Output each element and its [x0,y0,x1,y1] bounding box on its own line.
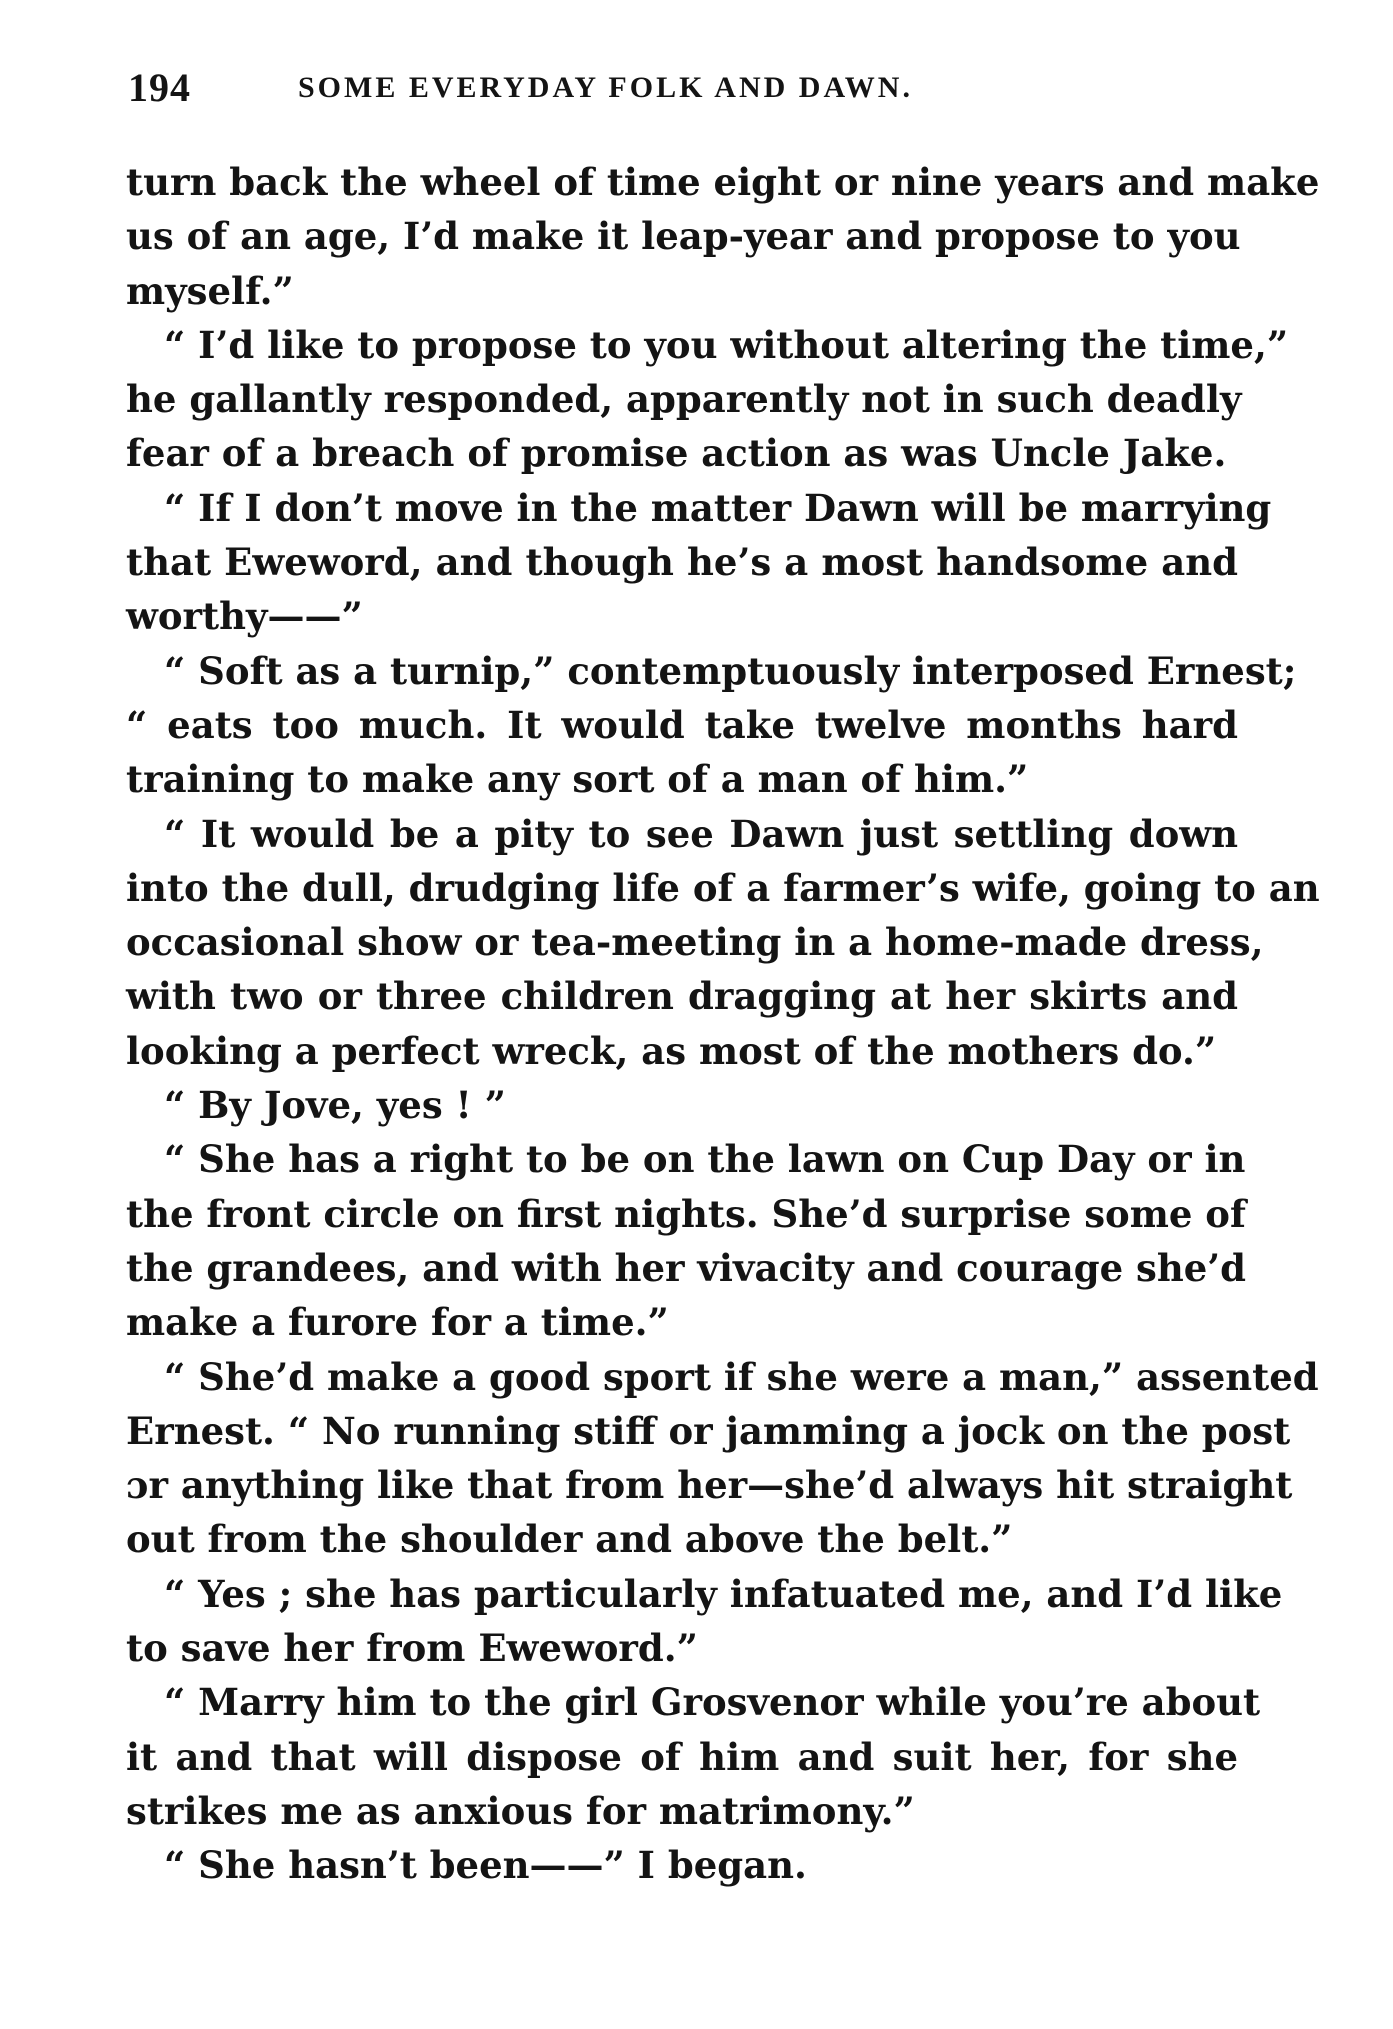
text-line: it and that will dispose of him and suit her, for she [126,1734,1238,1779]
text-line: into the dull, drudging life of a farmer’s wife, going to an [126,865,1320,910]
text-line: “ She’d make a good sport if she were a man,” assented [164,1354,1319,1399]
text-line: occasional show or tea-meeting in a home-made dress, [126,920,1264,965]
text-line: to save her from Eweword.” [126,1626,698,1671]
page-number: 194 [128,65,191,110]
text-line: strikes me as anxious for matrimony.” [126,1788,915,1833]
text-line: “ Yes ; she has particularly infatuated me, and I’d like [164,1571,1283,1616]
text-line: ɔr anything like that from her—she’d always hit straight [126,1463,1293,1508]
text-line: looking a perfect wreck, as most of the mothers do.” [126,1028,1217,1073]
text-line: worthy——” [126,594,363,639]
text-line: out from the shoulder and above the belt.” [126,1517,1013,1562]
text-line: “ By Jove, yes ! ” [164,1083,506,1128]
text-line: Ernest. “ No running stiff or jamming a jock on the post [126,1408,1291,1453]
text-line: fear of a breach of promise action as was Uncle Jake. [126,431,1227,476]
text-line: myself.” [126,268,294,313]
text-line: “ Marry him to the girl Grosvenor while you’re about [164,1680,1261,1725]
text-line: “ I’d like to propose to you without altering the time,” [164,322,1289,367]
text-line: training to make any sort of a man of him.” [126,757,1029,802]
text-line: “ eats too much. It would take twelve months hard [126,702,1238,747]
text-line: that Eweword, and though he’s a most handsome and [126,540,1238,585]
text-line: with two or three children dragging at her skirts and [126,974,1238,1019]
body-text [126,155,1320,1893]
text-line: he gallantly responded, apparently not in such deadly [126,377,1242,422]
text-line: us of an age, I’d make it leap-year and propose to you [126,214,1241,259]
page-header [128,58,1238,118]
running-title: SOME EVERYDAY FOLK AND DAWN. [298,71,913,104]
text-line: “ It would be a pity to see Dawn just settling down [164,811,1238,856]
text-line: “ She hasn’t been——” I began. [164,1843,807,1888]
text-line: “ She has a right to be on the lawn on Cup Day or in [164,1137,1246,1182]
text-line: turn back the wheel of time eight or nine years and make [126,160,1320,204]
text-line: the front circle on first nights. She’d surprise some of [126,1191,1246,1236]
text-line: make a furore for a time.” [126,1300,669,1345]
text-line: the grandees, and with her vivacity and courage she’d [126,1245,1247,1290]
text-line: “ If I don’t move in the matter Dawn will be marrying [164,485,1272,530]
text-line: “ Soft as a turnip,” contemptuously interposed Ernest; [164,648,1297,693]
